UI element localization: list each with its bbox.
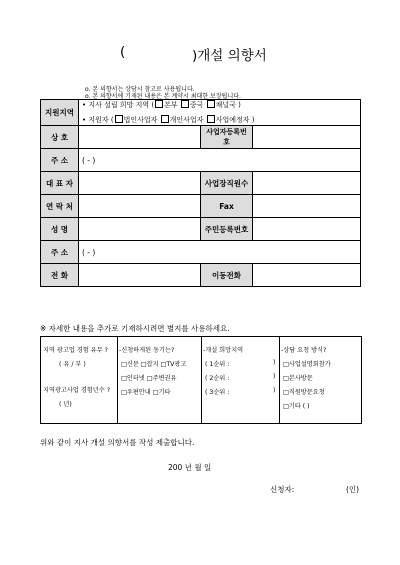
mobile-field[interactable] xyxy=(253,264,361,287)
company-field[interactable] xyxy=(79,126,201,149)
q3-rank-3[interactable]: ( 3순위 : xyxy=(205,389,230,396)
applicant-label: 신청자: xyxy=(270,485,295,494)
contact-field[interactable] xyxy=(79,195,201,218)
q3-close-1: ) xyxy=(273,359,276,366)
ceo-field[interactable] xyxy=(79,172,201,195)
q3-rank-2[interactable]: ( 2순위 : xyxy=(205,375,230,382)
address-field[interactable]: ( - ) xyxy=(79,149,361,172)
q2-label: -신청하게된 동기는? xyxy=(119,347,175,354)
mobile-label: 이동전화 xyxy=(201,264,253,287)
survey-col-region xyxy=(201,337,280,423)
checkbox-individual[interactable] xyxy=(161,115,169,123)
q4-option-1[interactable]: □사업설명회참가 xyxy=(283,361,331,368)
q2-option-2[interactable]: □인터넷 □주변권유 xyxy=(121,375,177,382)
survey-col-experience xyxy=(41,337,118,423)
survey-col-consult xyxy=(279,337,361,423)
checkbox-corporate[interactable] xyxy=(115,115,123,123)
phone-field[interactable] xyxy=(79,264,201,287)
bizno-field[interactable] xyxy=(253,126,361,149)
rrn-label: 주민등록번호 xyxy=(201,218,253,241)
checkbox-channel[interactable] xyxy=(207,100,215,108)
q1-answer[interactable]: ( 유 / 부 ) xyxy=(59,361,86,368)
staff-label: 사업장직원수 xyxy=(201,172,253,195)
region-options: • 지사 설립 희망 지역 ( 본부 중국 채널국 ) • 지원자 ( 법인사업자 개인사업자 사업예정자 ) xyxy=(79,100,361,126)
ceo-label: 대 표 자 xyxy=(41,172,79,195)
submission-statement: 위와 같이 지사 개설 의향서를 작성 제출합니다. xyxy=(40,438,195,447)
name-label: 성 명 xyxy=(41,218,79,241)
phone-label: 전 화 xyxy=(41,264,79,287)
staff-field[interactable] xyxy=(253,172,361,195)
q3-close-3: ) xyxy=(273,387,276,394)
q4-label: -상담 요청 방식? xyxy=(281,347,327,354)
company-label: 상 호 xyxy=(41,126,79,149)
note-2: o. 본 의향서에 기재된 내용은 본 계약시 최대한 보장됩니다. xyxy=(85,93,241,100)
q2-option-3[interactable]: □우편안내 □기타 xyxy=(121,389,171,396)
submission-date[interactable]: 200 년 월 일 xyxy=(168,463,212,472)
rrn-field[interactable] xyxy=(253,218,361,241)
q3-label: -개설 희망지역 xyxy=(203,347,244,354)
application-form-table xyxy=(40,99,361,287)
q4-option-4[interactable]: □기타 ( ) xyxy=(283,403,310,410)
q2-option-1[interactable]: □신문 □잡지 □TV광고 xyxy=(121,361,187,368)
title-text: )개설 의향서 xyxy=(192,48,267,64)
q4-option-2[interactable]: □본사방문 xyxy=(283,375,313,382)
address2-label: 주 소 xyxy=(41,241,79,264)
q4-option-3[interactable]: □직원방문요청 xyxy=(283,389,325,396)
q1-label: 지역 광고업 경험 유무 ? xyxy=(43,347,108,354)
fax-field[interactable] xyxy=(253,195,361,218)
survey-box xyxy=(40,336,362,424)
region-label: 지원지역 xyxy=(41,100,79,126)
q3-rank-1[interactable]: ( 1순위 : xyxy=(205,361,230,368)
note-1: o. 본 의향서는 상담시 참고로 사용됩니다. xyxy=(85,86,195,93)
q3-close-2: ) xyxy=(273,373,276,380)
seal-mark: (인) xyxy=(346,485,360,494)
address-label: 주 소 xyxy=(41,149,79,172)
name-field[interactable] xyxy=(79,218,201,241)
fax-label: Fax xyxy=(201,195,253,218)
address2-field[interactable]: ( - ) xyxy=(79,241,361,264)
checkbox-hq[interactable] xyxy=(155,100,163,108)
q1b-answer[interactable]: ( 년) xyxy=(59,401,72,408)
checkbox-china[interactable] xyxy=(181,100,189,108)
bizno-label: 사업자등록번호 xyxy=(201,126,253,149)
title-paren-open: ( xyxy=(120,44,126,60)
contact-label: 연 락 처 xyxy=(41,195,79,218)
q1b-label: 지역광고사업 경험년수 ? xyxy=(43,387,110,394)
extra-note: ※ 자세한 내용을 추가로 기재하시려면 별지를 사용하세요. xyxy=(40,324,230,333)
region-row xyxy=(41,100,361,126)
survey-col-motive xyxy=(117,337,202,423)
checkbox-prospective[interactable] xyxy=(207,115,215,123)
